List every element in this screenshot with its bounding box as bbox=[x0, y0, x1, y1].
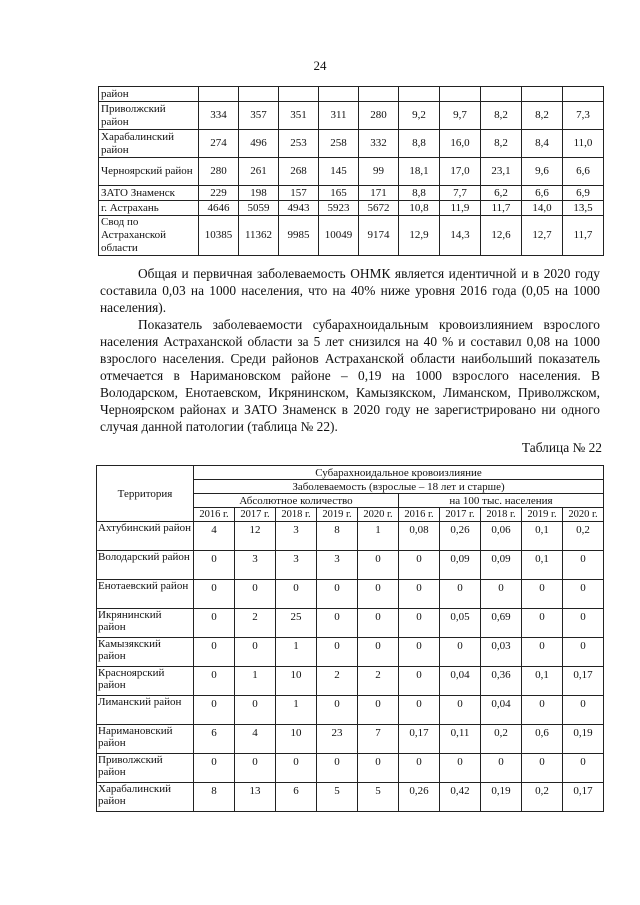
year-header: 2016 г. bbox=[194, 508, 235, 522]
table-cell: 268 bbox=[279, 158, 319, 186]
table-cell: 0,1 bbox=[522, 667, 563, 696]
table-cell: 0 bbox=[522, 754, 563, 783]
table-cell: 0 bbox=[399, 667, 440, 696]
table-cell: 1 bbox=[276, 638, 317, 667]
table-cell: 0 bbox=[194, 551, 235, 580]
table-cell: 0,2 bbox=[563, 522, 604, 551]
table-row bbox=[99, 186, 604, 201]
table-row bbox=[99, 102, 604, 130]
table-cell: 5672 bbox=[359, 201, 399, 216]
table-22 bbox=[96, 465, 604, 812]
paragraph-onmk: Общая и первичная заболеваемость ОНМК является идентичной и в 2020 году составила 0,03 на 1000 населения, что на 40% ниже уровня 2016 года (0,05 на 1000 населения). bbox=[100, 266, 600, 315]
table-cell: 11,7 bbox=[563, 216, 604, 256]
table-cell bbox=[359, 87, 399, 102]
table-cell: 0 bbox=[194, 609, 235, 638]
territory-name: ЗАТО Знаменск bbox=[99, 186, 199, 201]
table-cell: 0,17 bbox=[563, 667, 604, 696]
table-cell: 10 bbox=[276, 725, 317, 754]
table-cell: 4 bbox=[235, 725, 276, 754]
table-cell: 311 bbox=[319, 102, 359, 130]
territory-name: Красноярский район bbox=[97, 667, 194, 696]
table-cell: 0 bbox=[399, 551, 440, 580]
table-cell: 10,8 bbox=[399, 201, 440, 216]
table-cell: 198 bbox=[239, 186, 279, 201]
paragraph-subarachnoid: Показатель заболеваемости субарахноидальным кровоизлиянием взрослого населения Астраханской области за 5 лет снизился на 40 % и составил 0,08 на 1000 взрослого населения. Среди районов Астраханской области наибольший показатель отмечается в Наримановском районе – 0,19 на 1000 взрослого населения. В Володарском, Енотаевском, Икрянинском, Камызякском, Лиманском, Приволжском, Черноярском районах и ЗАТО Знаменск в 2020 году не зарегистрировано ни одного случая данной патологии (таблица № 22). bbox=[100, 317, 600, 434]
table-cell: 0 bbox=[358, 754, 399, 783]
table-row bbox=[99, 216, 604, 256]
table-cell: 0 bbox=[399, 609, 440, 638]
table-cell: 0,17 bbox=[399, 725, 440, 754]
table-cell: 14,3 bbox=[440, 216, 481, 256]
table-cell: 0 bbox=[563, 580, 604, 609]
territory-name: Наримановский район bbox=[97, 725, 194, 754]
table-cell: 0,42 bbox=[440, 783, 481, 812]
table-cell: 1 bbox=[235, 667, 276, 696]
year-header: 2018 г. bbox=[481, 508, 522, 522]
table-title-line1: Субарахноидальное кровоизлияние bbox=[194, 466, 604, 480]
table-row bbox=[97, 638, 604, 667]
table-cell: 280 bbox=[359, 102, 399, 130]
table-cell: 4 bbox=[194, 522, 235, 551]
table-cell: 0,6 bbox=[522, 725, 563, 754]
table-cell: 10049 bbox=[319, 216, 359, 256]
table-row bbox=[97, 580, 604, 609]
table-cell: 8,8 bbox=[399, 130, 440, 158]
table-row bbox=[97, 696, 604, 725]
territory-header: Территория bbox=[97, 466, 194, 522]
territory-name: Енотаевский район bbox=[97, 580, 194, 609]
table-cell: 1 bbox=[276, 696, 317, 725]
table-cell: 25 bbox=[276, 609, 317, 638]
table-cell bbox=[399, 87, 440, 102]
table-cell: 0 bbox=[358, 638, 399, 667]
table-cell: 3 bbox=[317, 551, 358, 580]
table-cell: 0 bbox=[399, 754, 440, 783]
table-cell: 0 bbox=[481, 580, 522, 609]
table-cell: 0,19 bbox=[481, 783, 522, 812]
table-cell: 0 bbox=[194, 580, 235, 609]
table-cell: 0,03 bbox=[481, 638, 522, 667]
table-title-line2: Заболеваемость (взрослые – 18 лет и старше) bbox=[194, 480, 604, 494]
year-header: 2017 г. bbox=[235, 508, 276, 522]
table-cell: 229 bbox=[199, 186, 239, 201]
table-cell bbox=[199, 87, 239, 102]
table-row bbox=[99, 130, 604, 158]
table-cell bbox=[319, 87, 359, 102]
table-cell: 0 bbox=[522, 638, 563, 667]
table-row bbox=[97, 551, 604, 580]
table-cell: 0 bbox=[276, 754, 317, 783]
table-cell: 280 bbox=[199, 158, 239, 186]
territory-name: Харабалинский район bbox=[97, 783, 194, 812]
table-row bbox=[97, 522, 604, 551]
table-cell: 0,05 bbox=[440, 609, 481, 638]
table-cell: 0 bbox=[440, 638, 481, 667]
table-cell: 6,6 bbox=[522, 186, 563, 201]
table-cell: 13,5 bbox=[563, 201, 604, 216]
territory-name: Приволжский район bbox=[97, 754, 194, 783]
table-cell: 7,7 bbox=[440, 186, 481, 201]
table-cell: 0,36 bbox=[481, 667, 522, 696]
table-cell: 0 bbox=[317, 754, 358, 783]
table-cell: 3 bbox=[276, 522, 317, 551]
table-cell: 10 bbox=[276, 667, 317, 696]
table-cell: 11362 bbox=[239, 216, 279, 256]
table-row bbox=[99, 87, 604, 102]
table-cell: 0,09 bbox=[481, 551, 522, 580]
table-cell: 0 bbox=[194, 696, 235, 725]
table-cell bbox=[563, 87, 604, 102]
table-cell: 0,69 bbox=[481, 609, 522, 638]
table-cell: 2 bbox=[358, 667, 399, 696]
table-cell: 0 bbox=[235, 696, 276, 725]
table-row bbox=[99, 158, 604, 186]
table-cell: 274 bbox=[199, 130, 239, 158]
table-cell: 0 bbox=[194, 667, 235, 696]
table-cell: 0,17 bbox=[563, 783, 604, 812]
table-cell: 5923 bbox=[319, 201, 359, 216]
table-cell: 13 bbox=[235, 783, 276, 812]
table-cell: 6,2 bbox=[481, 186, 522, 201]
page-number: 24 bbox=[313, 58, 327, 73]
table-cell bbox=[239, 87, 279, 102]
territory-name: район bbox=[99, 87, 199, 102]
table-cell: 0,19 bbox=[563, 725, 604, 754]
table-cell: 99 bbox=[359, 158, 399, 186]
table-cell: 357 bbox=[239, 102, 279, 130]
table-cell: 0 bbox=[563, 638, 604, 667]
table-cell: 7,3 bbox=[563, 102, 604, 130]
table-row bbox=[97, 667, 604, 696]
table-morbidity-continued bbox=[98, 86, 604, 256]
table-cell: 0,04 bbox=[481, 696, 522, 725]
table-cell: 8,2 bbox=[481, 102, 522, 130]
table-cell: 8 bbox=[194, 783, 235, 812]
table-cell: 0 bbox=[358, 696, 399, 725]
table-cell: 6 bbox=[194, 725, 235, 754]
table-cell: 5 bbox=[358, 783, 399, 812]
territory-name: Лиманский район bbox=[97, 696, 194, 725]
table-cell: 0 bbox=[563, 754, 604, 783]
table-cell: 0 bbox=[522, 696, 563, 725]
year-header: 2016 г. bbox=[399, 508, 440, 522]
table-cell: 0 bbox=[235, 638, 276, 667]
table-cell: 17,0 bbox=[440, 158, 481, 186]
table-cell: 14,0 bbox=[522, 201, 563, 216]
table-row bbox=[97, 754, 604, 783]
year-header: 2019 г. bbox=[317, 508, 358, 522]
table-cell: 261 bbox=[239, 158, 279, 186]
table-cell: 0,26 bbox=[399, 783, 440, 812]
table-cell: 6,9 bbox=[563, 186, 604, 201]
table-cell: 0,06 bbox=[481, 522, 522, 551]
table-cell: 8,4 bbox=[522, 130, 563, 158]
territory-name: г. Астрахань bbox=[99, 201, 199, 216]
table-cell: 0 bbox=[194, 754, 235, 783]
table-cell: 9,7 bbox=[440, 102, 481, 130]
table-cell: 16,0 bbox=[440, 130, 481, 158]
table-cell: 3 bbox=[276, 551, 317, 580]
table-cell: 0,1 bbox=[522, 522, 563, 551]
table-cell: 0 bbox=[317, 609, 358, 638]
table-cell: 165 bbox=[319, 186, 359, 201]
table-cell: 0 bbox=[399, 638, 440, 667]
table-cell: 8,8 bbox=[399, 186, 440, 201]
table-cell: 1 bbox=[358, 522, 399, 551]
table-cell: 2 bbox=[317, 667, 358, 696]
table-cell: 351 bbox=[279, 102, 319, 130]
table-cell: 0,11 bbox=[440, 725, 481, 754]
table-cell: 0 bbox=[481, 754, 522, 783]
table-cell: 0,2 bbox=[481, 725, 522, 754]
year-header: 2020 г. bbox=[563, 508, 604, 522]
territory-name: Приволжский район bbox=[99, 102, 199, 130]
table-cell: 23,1 bbox=[481, 158, 522, 186]
table-caption: Таблица № 22 bbox=[521, 440, 602, 455]
table-cell: 6 bbox=[276, 783, 317, 812]
table-cell: 0 bbox=[399, 580, 440, 609]
table-cell: 0 bbox=[522, 580, 563, 609]
table-cell: 5 bbox=[317, 783, 358, 812]
table-cell: 0 bbox=[276, 580, 317, 609]
territory-name: Черноярский район bbox=[99, 158, 199, 186]
table-cell bbox=[279, 87, 319, 102]
table-row bbox=[97, 725, 604, 754]
table-cell: 11,9 bbox=[440, 201, 481, 216]
table-cell: 0 bbox=[399, 696, 440, 725]
table-cell: 0 bbox=[317, 580, 358, 609]
territory-name: Ахтубинский район bbox=[97, 522, 194, 551]
table-cell: 9,2 bbox=[399, 102, 440, 130]
table-cell: 0 bbox=[194, 638, 235, 667]
table-cell: 9985 bbox=[279, 216, 319, 256]
table-cell: 9,6 bbox=[522, 158, 563, 186]
table-cell: 0,1 bbox=[522, 551, 563, 580]
group-per100k-header: на 100 тыс. населения bbox=[399, 494, 604, 508]
group-absolute-header: Абсолютное количество bbox=[194, 494, 399, 508]
territory-name: Свод по Астраханской области bbox=[99, 216, 199, 256]
table-cell: 0,26 bbox=[440, 522, 481, 551]
table-cell: 334 bbox=[199, 102, 239, 130]
table-cell: 18,1 bbox=[399, 158, 440, 186]
table-cell bbox=[481, 87, 522, 102]
table-cell: 4943 bbox=[279, 201, 319, 216]
table-cell: 0 bbox=[563, 696, 604, 725]
table-cell: 157 bbox=[279, 186, 319, 201]
table-cell: 0 bbox=[317, 696, 358, 725]
year-header: 2020 г. bbox=[358, 508, 399, 522]
table-row bbox=[97, 609, 604, 638]
table-cell: 0 bbox=[317, 638, 358, 667]
table-cell: 2 bbox=[235, 609, 276, 638]
table-cell bbox=[440, 87, 481, 102]
table-cell: 12,9 bbox=[399, 216, 440, 256]
table-cell: 0,09 bbox=[440, 551, 481, 580]
table-cell: 253 bbox=[279, 130, 319, 158]
table-cell: 9174 bbox=[359, 216, 399, 256]
table-cell: 0 bbox=[358, 551, 399, 580]
table-cell: 6,6 bbox=[563, 158, 604, 186]
table-cell: 0 bbox=[235, 580, 276, 609]
table-cell: 0 bbox=[563, 609, 604, 638]
table-cell: 332 bbox=[359, 130, 399, 158]
year-header: 2019 г. bbox=[522, 508, 563, 522]
table-cell: 171 bbox=[359, 186, 399, 201]
table-row bbox=[97, 783, 604, 812]
territory-name: Володарский район bbox=[97, 551, 194, 580]
table-cell: 4646 bbox=[199, 201, 239, 216]
table-cell: 12 bbox=[235, 522, 276, 551]
table-row bbox=[99, 201, 604, 216]
table-cell: 8 bbox=[317, 522, 358, 551]
table-cell: 0 bbox=[358, 609, 399, 638]
year-header: 2017 г. bbox=[440, 508, 481, 522]
table-cell bbox=[522, 87, 563, 102]
table-cell: 3 bbox=[235, 551, 276, 580]
territory-name: Харабалинский район bbox=[99, 130, 199, 158]
table-cell: 8,2 bbox=[522, 102, 563, 130]
table-cell: 0 bbox=[358, 580, 399, 609]
table-cell: 0 bbox=[522, 609, 563, 638]
table-cell: 0 bbox=[235, 754, 276, 783]
year-header: 2018 г. bbox=[276, 508, 317, 522]
table-cell: 0,08 bbox=[399, 522, 440, 551]
table-cell: 12,6 bbox=[481, 216, 522, 256]
table-cell: 0 bbox=[440, 580, 481, 609]
table-cell: 0,04 bbox=[440, 667, 481, 696]
table-cell: 11,0 bbox=[563, 130, 604, 158]
table-cell: 23 bbox=[317, 725, 358, 754]
table-cell: 8,2 bbox=[481, 130, 522, 158]
table-cell: 258 bbox=[319, 130, 359, 158]
territory-name: Камызякский район bbox=[97, 638, 194, 667]
table-cell: 0 bbox=[563, 551, 604, 580]
territory-name: Икрянинский район bbox=[97, 609, 194, 638]
table-cell: 10385 bbox=[199, 216, 239, 256]
table-cell: 7 bbox=[358, 725, 399, 754]
table-cell: 12,7 bbox=[522, 216, 563, 256]
table-cell: 145 bbox=[319, 158, 359, 186]
table-cell: 496 bbox=[239, 130, 279, 158]
table-cell: 0,2 bbox=[522, 783, 563, 812]
table-cell: 0 bbox=[440, 754, 481, 783]
table-cell: 0 bbox=[440, 696, 481, 725]
table-cell: 11,7 bbox=[481, 201, 522, 216]
table-cell: 5059 bbox=[239, 201, 279, 216]
